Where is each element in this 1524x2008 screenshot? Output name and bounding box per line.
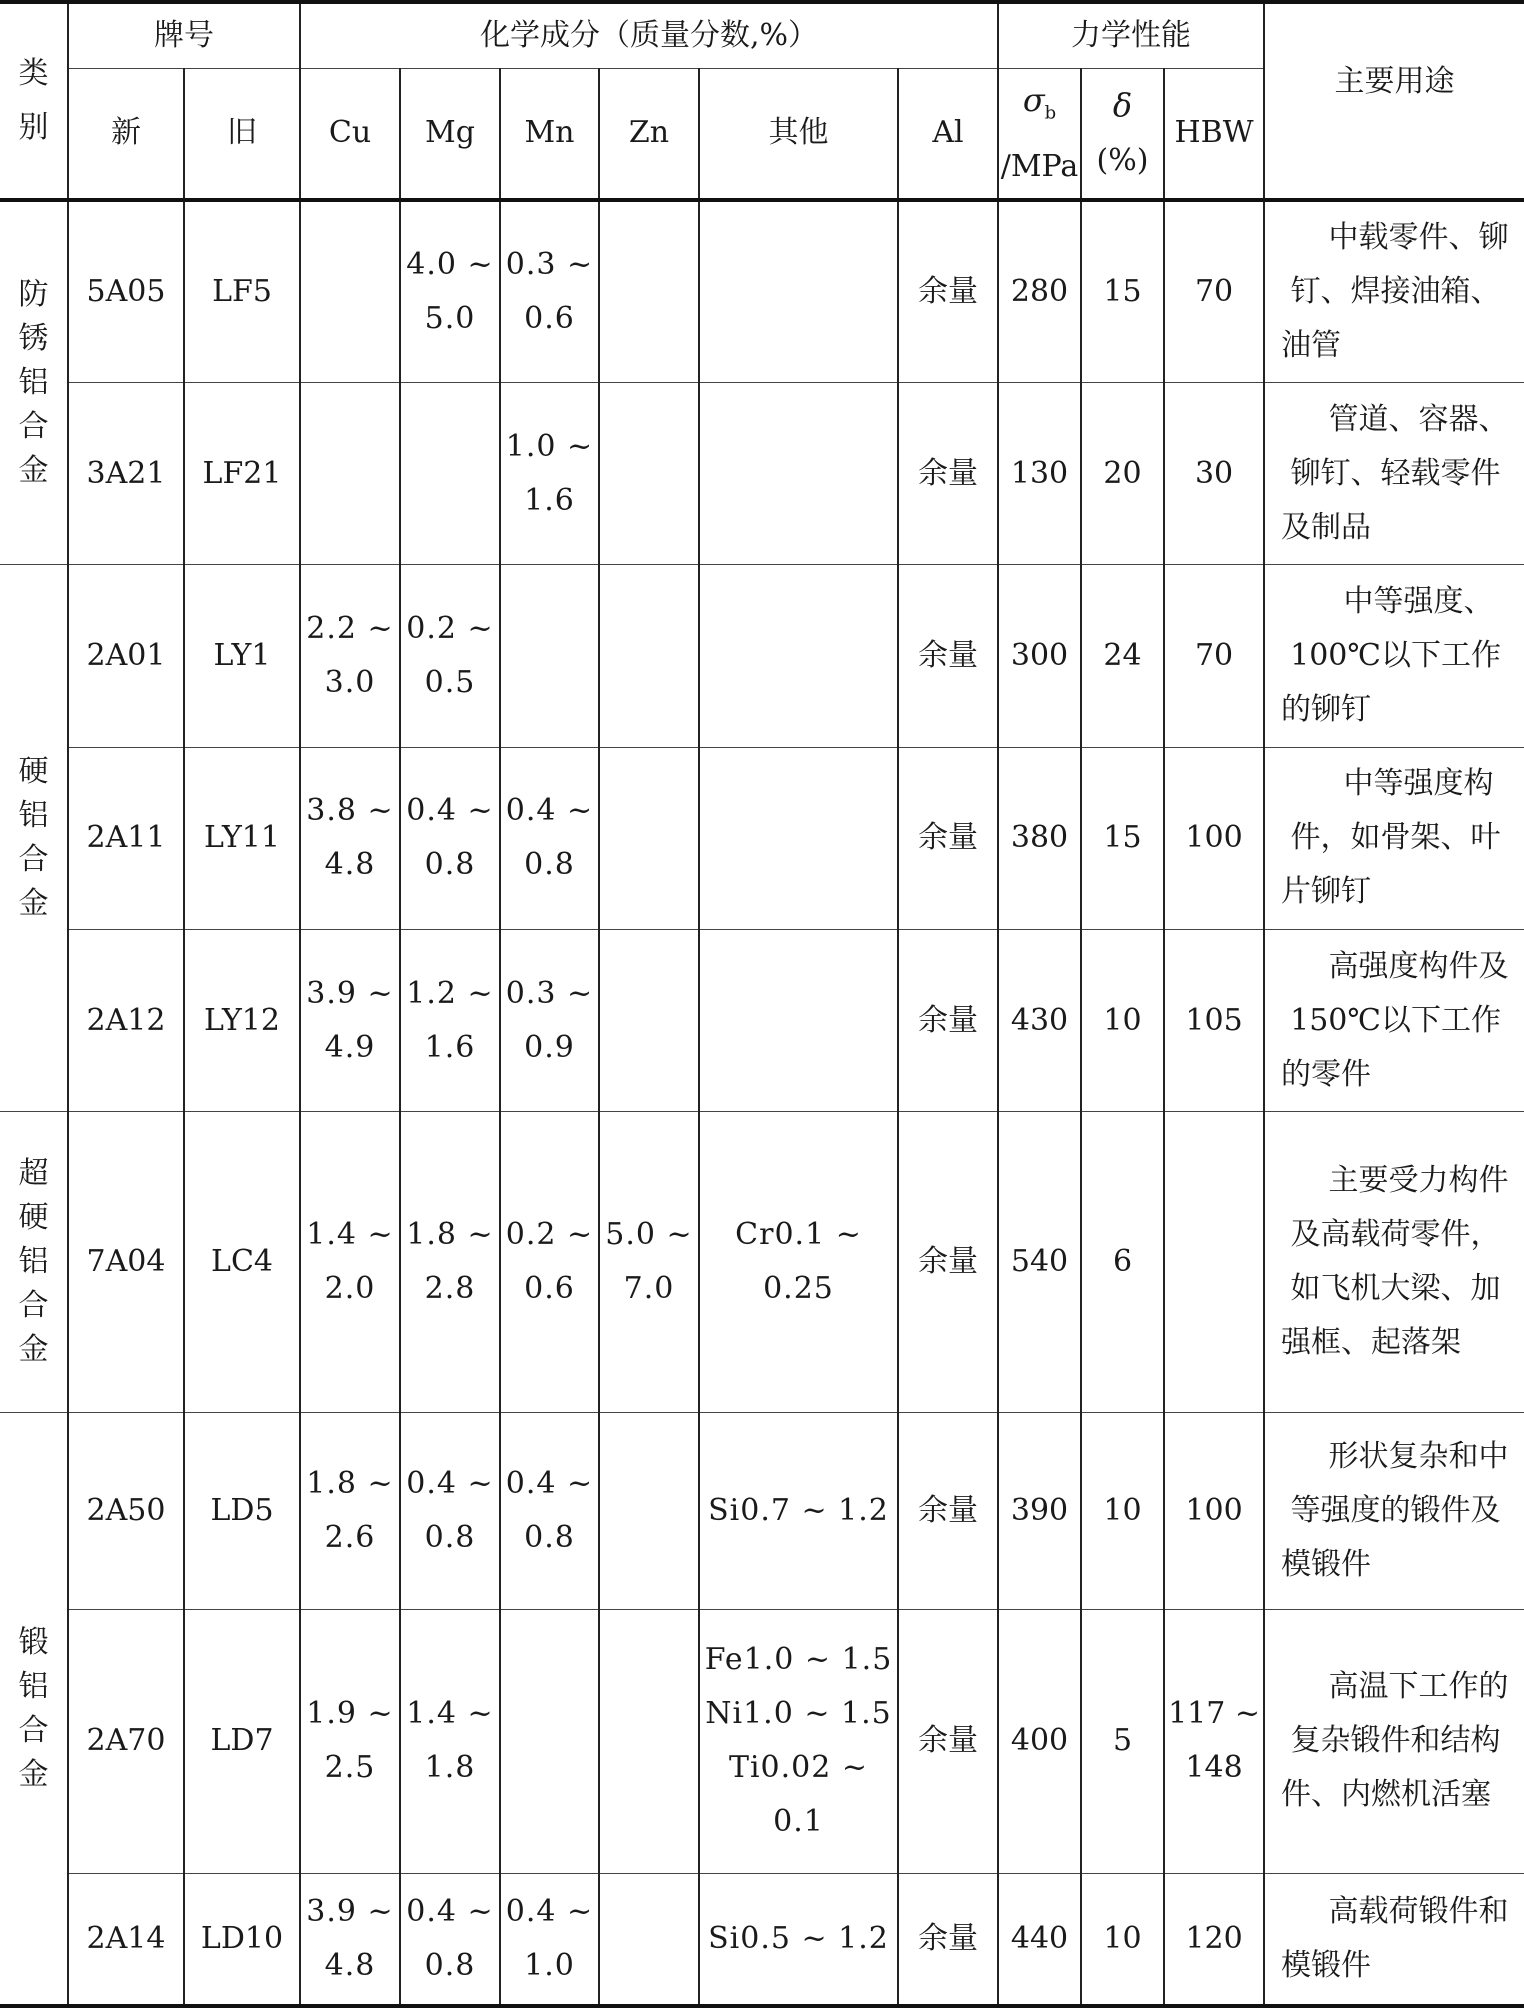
usage-text: 管道、容器、铆钉、轻载零件及制品	[1264, 382, 1524, 564]
other-value: Cr0.1 ~ 0.25	[699, 1112, 898, 1413]
grade-old: LF5	[184, 200, 300, 382]
grade-new: 2A11	[68, 747, 184, 929]
hbw-value: 105	[1164, 930, 1264, 1112]
delta-value: 5	[1081, 1609, 1164, 1874]
category-label: 锻 铝 合 金	[18, 1624, 49, 1792]
table-row	[0, 1609, 1524, 1874]
grade-new: 2A50	[68, 1413, 184, 1609]
sigma-value: 400	[998, 1609, 1081, 1874]
table-row	[0, 565, 1524, 747]
delta-value: 24	[1081, 565, 1164, 747]
delta-value: 10	[1081, 1413, 1164, 1609]
al-value: 余量	[898, 382, 998, 564]
header-mg: Mg	[400, 68, 500, 200]
grade-old: LY11	[184, 747, 300, 929]
other-value: Fe1.0 ~ 1.5 Ni1.0 ~ 1.5 Ti0.02 ~ 0.1	[699, 1609, 898, 1874]
category-label: 硬 铝 合 金	[18, 754, 49, 922]
hbw-value	[1164, 1112, 1264, 1413]
mg-value: 0.4 ~ 0.8	[400, 1413, 500, 1609]
usage-text: 高载荷锻件和模锻件	[1264, 1874, 1524, 2006]
header-grade-new: 新	[68, 68, 184, 200]
mg-value: 0.2 ~ 0.5	[400, 565, 500, 747]
mg-value	[400, 382, 500, 564]
header-grade-old: 旧	[184, 68, 300, 200]
category-label: 超 硬 铝 合 金	[18, 1156, 49, 1368]
delta-value: 6	[1081, 1112, 1164, 1413]
sigma-value: 440	[998, 1874, 1081, 2006]
mg-value: 1.8 ~ 2.8	[400, 1112, 500, 1413]
hbw-value: 100	[1164, 747, 1264, 929]
usage-text: 主要受力构件及高载荷零件，如飞机大梁、加强框、起落架	[1264, 1112, 1524, 1413]
hbw-value: 120	[1164, 1874, 1264, 2006]
delta-value: 15	[1081, 200, 1164, 382]
table-row	[0, 1112, 1524, 1413]
usage-text: 中载零件、铆钉、焊接油箱、油管	[1264, 200, 1524, 382]
other-value: Si0.7 ~ 1.2	[699, 1413, 898, 1609]
hbw-value: 100	[1164, 1413, 1264, 1609]
cu-value: 1.4 ~ 2.0	[300, 1112, 400, 1413]
zn-value	[599, 930, 699, 1112]
delta-value: 15	[1081, 747, 1164, 929]
mg-value: 0.4 ~ 0.8	[400, 1874, 500, 2006]
al-value: 余量	[898, 200, 998, 382]
grade-old: LF21	[184, 382, 300, 564]
delta-value: 10	[1081, 930, 1164, 1112]
other-value	[699, 382, 898, 564]
mn-value: 0.2 ~ 0.6	[500, 1112, 599, 1413]
zn-value	[599, 1609, 699, 1874]
mn-value: 0.3 ~ 0.9	[500, 930, 599, 1112]
cu-value: 1.9 ~ 2.5	[300, 1609, 400, 1874]
grade-new: 7A04	[68, 1112, 184, 1413]
sigma-value: 280	[998, 200, 1081, 382]
other-value	[699, 747, 898, 929]
header-hbw: HBW	[1164, 68, 1264, 200]
table-row	[0, 930, 1524, 1112]
category-label: 防 锈 铝 合 金	[18, 277, 49, 489]
other-value	[699, 930, 898, 1112]
table-row	[0, 1874, 1524, 2006]
header-zn: Zn	[599, 68, 699, 200]
other-value	[699, 565, 898, 747]
grade-old: LY1	[184, 565, 300, 747]
usage-text: 高强度构件及150℃以下工作的零件	[1264, 930, 1524, 1112]
usage-text: 形状复杂和中等强度的锻件及模锻件	[1264, 1413, 1524, 1609]
mn-value: 1.0 ~ 1.6	[500, 382, 599, 564]
grade-new: 2A14	[68, 1874, 184, 2006]
mn-value: 0.4 ~ 0.8	[500, 747, 599, 929]
category-cell	[0, 1413, 68, 2006]
mn-value: 0.4 ~ 0.8	[500, 1413, 599, 1609]
grade-new: 2A70	[68, 1609, 184, 1874]
al-value: 余量	[898, 1874, 998, 2006]
other-value: Si0.5 ~ 1.2	[699, 1874, 898, 2006]
table-row	[0, 200, 1524, 382]
usage-text: 中等强度、100℃以下工作的铆钉	[1264, 565, 1524, 747]
al-value: 余量	[898, 747, 998, 929]
al-value: 余量	[898, 930, 998, 1112]
mn-value	[500, 565, 599, 747]
zn-value	[599, 382, 699, 564]
usage-text: 中等强度构件，如骨架、叶片铆钉	[1264, 747, 1524, 929]
al-value: 余量	[898, 1112, 998, 1413]
header-grade: 牌号	[68, 2, 300, 68]
zn-value: 5.0 ~ 7.0	[599, 1112, 699, 1413]
cu-value: 3.8 ~ 4.8	[300, 747, 400, 929]
sigma-symbol: $\sigma_b$	[1022, 80, 1057, 123]
mg-value: 4.0 ~ 5.0	[400, 200, 500, 382]
grade-new: 5A05	[68, 200, 184, 382]
cu-value: 3.9 ~ 4.9	[300, 930, 400, 1112]
mg-value: 1.4 ~ 1.8	[400, 1609, 500, 1874]
table-row	[0, 747, 1524, 929]
table-row	[0, 1413, 1524, 1609]
delta-unit: (%)	[1096, 143, 1149, 179]
mg-value: 1.2 ~ 1.6	[400, 930, 500, 1112]
zn-value	[599, 747, 699, 929]
table-body	[0, 200, 1524, 2006]
header-sigma	[998, 68, 1081, 200]
header-delta	[1081, 68, 1164, 200]
cu-value	[300, 200, 400, 382]
table-row	[0, 382, 1524, 564]
sigma-value: 380	[998, 747, 1081, 929]
cu-value: 2.2 ~ 3.0	[300, 565, 400, 747]
sigma-value: 390	[998, 1413, 1081, 1609]
header-mn: Mn	[500, 68, 599, 200]
category-cell	[0, 565, 68, 1112]
hbw-value: 117 ~ 148	[1164, 1609, 1264, 1874]
hbw-value: 70	[1164, 565, 1264, 747]
header-mechanical: 力学性能	[998, 2, 1264, 68]
cu-value	[300, 382, 400, 564]
zn-value	[599, 1874, 699, 2006]
header-composition: 化学成分（质量分数,%）	[300, 2, 998, 68]
al-value: 余量	[898, 1609, 998, 1874]
al-value: 余量	[898, 1413, 998, 1609]
grade-old: LD10	[184, 1874, 300, 2006]
sigma-unit: /MPa	[1000, 148, 1079, 184]
mn-value: 0.3 ~ 0.6	[500, 200, 599, 382]
header-al: Al	[898, 68, 998, 200]
grade-new: 2A12	[68, 930, 184, 1112]
grade-old: LD7	[184, 1609, 300, 1874]
delta-value: 10	[1081, 1874, 1164, 2006]
grade-old: LY12	[184, 930, 300, 1112]
delta-symbol: δ	[1112, 86, 1133, 125]
sigma-value: 300	[998, 565, 1081, 747]
zn-value	[599, 565, 699, 747]
zn-value	[599, 200, 699, 382]
grade-new: 2A01	[68, 565, 184, 747]
sigma-value: 130	[998, 382, 1081, 564]
header-category: 类 别	[0, 2, 68, 200]
category-cell	[0, 1112, 68, 1413]
usage-text: 高温下工作的复杂锻件和结构件、内燃机活塞	[1264, 1609, 1524, 1874]
hbw-value: 70	[1164, 200, 1264, 382]
hbw-value: 30	[1164, 382, 1264, 564]
grade-old: LD5	[184, 1413, 300, 1609]
header-other: 其他	[699, 68, 898, 200]
al-value: 余量	[898, 565, 998, 747]
header-cu: Cu	[300, 68, 400, 200]
sigma-value: 430	[998, 930, 1081, 1112]
cu-value: 3.9 ~ 4.8	[300, 1874, 400, 2006]
mn-value: 0.4 ~ 1.0	[500, 1874, 599, 2006]
mg-value: 0.4 ~ 0.8	[400, 747, 500, 929]
cu-value: 1.8 ~ 2.6	[300, 1413, 400, 1609]
delta-value: 20	[1081, 382, 1164, 564]
other-value	[699, 200, 898, 382]
mn-value	[500, 1609, 599, 1874]
grade-old: LC4	[184, 1112, 300, 1413]
category-cell	[0, 200, 68, 565]
grade-new: 3A21	[68, 382, 184, 564]
zn-value	[599, 1413, 699, 1609]
header-usage: 主要用途	[1264, 2, 1524, 200]
sigma-value: 540	[998, 1112, 1081, 1413]
